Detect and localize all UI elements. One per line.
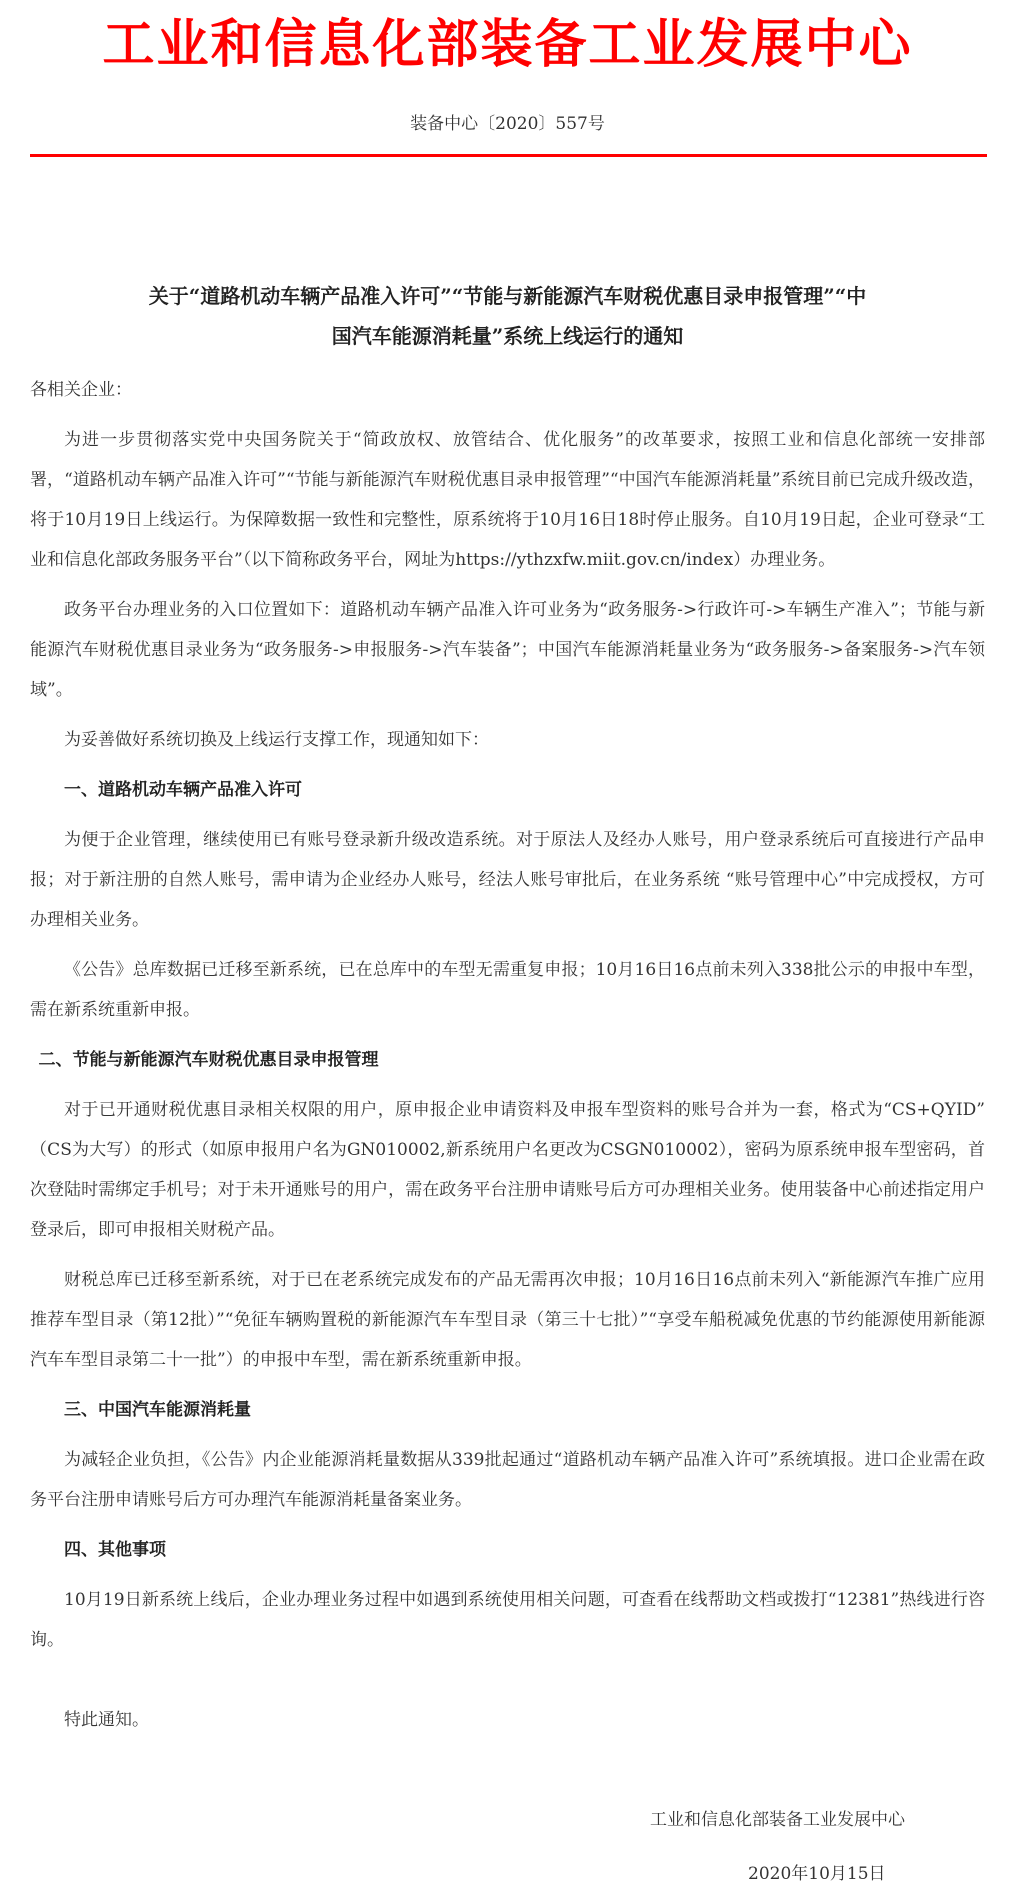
intro-paragraph: 政务平台办理业务的入口位置如下：道路机动车辆产品准入许可业务为“政务服务->行政许可->车辆生产准入”；节能与新能源汽车财税优惠目录业务为“政务服务->申报服务->汽车装备”；中国汽车能源消耗量业务为“政务服务->备案服务->汽车领域”。 bbox=[30, 600, 985, 700]
section-paragraph: 《公告》总库数据已迁移至新系统，已在总库中的车型无需重复申报；10月16日16点前未列入338批公示的申报中车型，需在新系统重新申报。 bbox=[30, 960, 985, 1020]
section-paragraph: 10月19日新系统上线后，企业办理业务过程中如遇到系统使用相关问题，可查看在线帮助文档或拨打“12381”热线进行咨询。 bbox=[30, 1590, 985, 1650]
salutation: 各相关企业： bbox=[30, 380, 132, 400]
org-letterhead-title: 工业和信息化部装备工业发展中心 bbox=[102, 14, 913, 75]
intro-paragraph: 为进一步贯彻落实党中央国务院关于“简政放权、放管结合、优化服务”的改革要求，按照工业和信息化部统一安排部署，“道路机动车辆产品准入许可”“节能与新能源汽车财税优惠目录申报管理”“中国汽车能源消耗量”系统目前已完成升级改造，将于10月19日上线运行。为保障数据一致性和完整性，原系统将于10月16日18时停止服务。自10月19日起，企业可登录“工业和信息化部政务服务平台”（以下简称政务平台，网址为https://ythzxfw.miit.gov.cn/index）办理业务。 bbox=[30, 430, 985, 570]
section-heading: 一、道路机动车辆产品准入许可 bbox=[64, 780, 302, 800]
notice-title-line-2: 国汽车能源消耗量”系统上线运行的通知 bbox=[331, 324, 684, 348]
section-heading: 三、中国汽车能源消耗量 bbox=[64, 1400, 251, 1420]
notice-body bbox=[30, 370, 985, 1750]
section-paragraph: 对于已开通财税优惠目录相关权限的用户，原申报企业申请资料及申报车型资料的账号合并为一套，格式为“CS+QYID” （CS为大写）的形式（如原申报用户名为GN010002,新系统用户名更改为CSGN010002），密码为原系统申报车型密码，首次登陆时需绑定手机号；对于未开通账号的用户，需在政务平台注册申请账号后方可办理相关业务。使用装备中心前述指定用户登录后，即可申报相关财税产品。 bbox=[30, 1100, 985, 1240]
letterhead-divider bbox=[30, 154, 987, 157]
section-paragraph: 财税总库已迁移至新系统，对于已在老系统完成发布的产品无需再次申报；10月16日16点前未列入“新能源汽车推广应用推荐车型目录（第12批）”“免征车辆购置税的新能源汽车车型目录（第三十七批）”“享受车船税减免优惠的节约能源使用新能源汽车车型目录第二十一批”）的申报中车型，需在新系统重新申报。 bbox=[30, 1270, 985, 1370]
signature-organization: 工业和信息化部装备工业发展中心 bbox=[650, 1810, 905, 1830]
notice-title-line-1: 关于“道路机动车辆产品准入许可”“节能与新能源汽车财税优惠目录申报管理”“中 bbox=[148, 284, 867, 308]
notice-title bbox=[40, 276, 975, 356]
section-heading: 四、其他事项 bbox=[64, 1540, 166, 1560]
section-paragraph: 为减轻企业负担，《公告》内企业能源消耗量数据从339批起通过“道路机动车辆产品准入许可”系统填报。进口企业需在政务平台注册申请账号后方可办理汽车能源消耗量备案业务。 bbox=[30, 1450, 985, 1510]
section-paragraph: 为便于企业管理，继续使用已有账号登录新升级改造系统。对于原法人及经办人账号，用户登录系统后可直接进行产品申报；对于新注册的自然人账号，需申请为企业经办人账号，经法人账号审批后，在业务系统 “账号管理中心”中完成授权，方可办理相关业务。 bbox=[30, 830, 985, 930]
closing-line: 特此通知。 bbox=[64, 1710, 149, 1730]
section-heading: 二、节能与新能源汽车财税优惠目录申报管理 bbox=[38, 1050, 379, 1070]
signature-date: 2020年10月15日 bbox=[748, 1864, 886, 1884]
document-number: 装备中心〔2020〕557号 bbox=[410, 114, 605, 134]
intro-paragraph: 为妥善做好系统切换及上线运行支撑工作，现通知如下： bbox=[64, 730, 489, 750]
